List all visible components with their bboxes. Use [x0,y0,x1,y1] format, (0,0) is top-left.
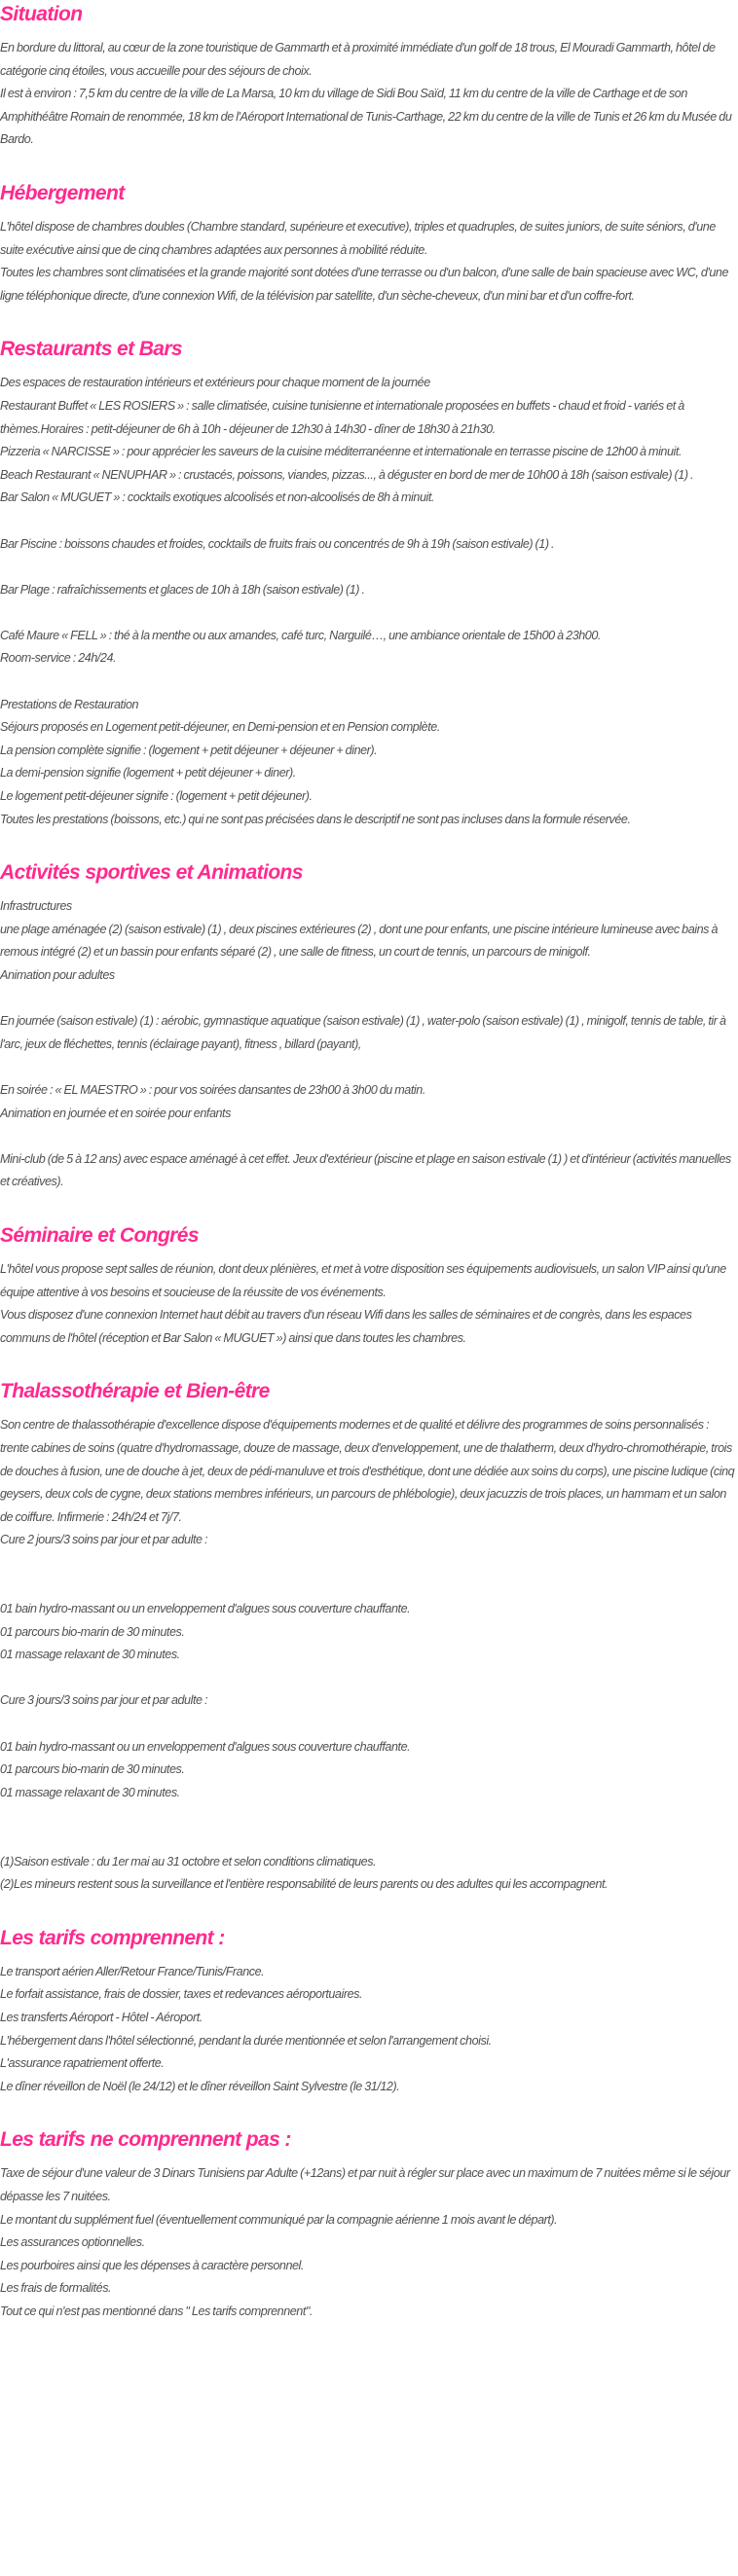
paragraph-line: Animation en journée et en soirée pour enfants [0,1106,231,1120]
section-spacer [0,1350,738,1377]
section-heading: Restaurants et Bars [0,338,183,361]
paragraph-line: Toutes les chambres sont climatisées et la grande majorité sont dotées d'une terrasse ou d'un balcon, d'une salle de bain spacieuse avec WC, d'une ligne téléphonique directe, d'une connexion Wifi, de la télévision par satellite, d'un sèche-cheveux, d'un mini bar et d'un coffre-fort. [0,266,729,303]
blank-line [0,1056,738,1079]
paragraph-line: Beach Restaurant « NENUPHAR » : crustacés, poissons, viandes, pizzas..., à déguster en bord de mer de 10h00 à 18h (saison estivale) (1) . [0,467,694,482]
paragraph-line: L'assurance rapatriement offerte. [0,2056,165,2071]
section-les-tarifs-comprennent [0,1897,738,2099]
paragraph-line: En bordure du littoral, au cœur de la zone touristique de Gammarth et à proximité immédiate d'un golf de 18 trous, El Mouradi Gammarth, hôtel de catégorie cinq étoiles, vous accueille pour des séjours de choix. [0,41,716,78]
section-heading: Les tarifs ne comprennent pas : [0,2128,291,2152]
paragraph-line: L'hôtel vous propose sept salles de réunion, dont deux plénières, et met à votre disposition ses équipements audiovisuels, un salon VIP ainsi qu'une équipe attentive à vos besoins et soucieuse de la réussite de vos événements. [0,1261,726,1299]
section-heading: Les tarifs comprennent : [0,1926,225,1949]
paragraph-line: Cure 2 jours/3 soins par jour et par adulte : [0,1533,208,1547]
section-spacer [0,2098,738,2125]
section-hebergement [0,152,738,308]
section-heading: Activités sportives et Animations [0,861,303,885]
section-les-tarifs-ne-comprennent-pas [0,2098,738,2323]
paragraph-line: La demi-pension signifie (logement + petit déjeuner + diner). [0,766,296,780]
paragraph-line: Le dîner réveillon de Noël (le 24/12) et le dîner réveillon Saint Sylvestre (le 31/12). [0,2079,400,2093]
blank-line [0,1828,738,1851]
paragraph-line: Le logement petit-déjeuner signife : (logement + petit déjeuner). [0,789,313,804]
section-seminaire-et-congres [0,1194,738,1350]
blank-line [0,1575,738,1598]
blank-line [0,1125,738,1148]
section-heading: Situation [0,3,83,25]
section-spacer [0,152,738,179]
blank-line [0,1713,738,1736]
section-spacer [0,308,738,335]
heading-spacer [0,1251,738,1258]
paragraph-line: La pension complète signifie : (logement + petit déjeuner + déjeuner + diner). [0,743,378,757]
paragraph-line: Toutes les prestations (boissons, etc.) qui ne sont pas précisées dans le descriptif ne sont pas incluses dans la formule réservée. [0,812,631,826]
heading-spacer [0,888,738,895]
blank-line [0,556,738,579]
paragraph-line: Le transport aérien Aller/Retour France/Tunis/France. [0,1964,265,1978]
section-restaurants-et-bars [0,308,738,831]
paragraph-line: En journée (saison estivale) (1) : aérobic, gymnastique aquatique (saison estivale) (1) , water-polo (saison estivale) (1) , minigolf, tennis de table, tir à l'arc, jeux de fléchettes, tennis (éclairage payant), fitness , billard (payant), [0,1014,726,1051]
paragraph-line: En soirée : « EL MAESTRO » : pour vos soirées dansantes de 23h00 à 3h00 du matin. [0,1082,425,1097]
blank-line [0,1804,738,1828]
paragraph-line: Tout ce qui n'est pas mentionné dans " Les tarifs comprennent". [0,2304,313,2318]
section-spacer [0,1194,738,1221]
paragraph-line: Taxe de séjour d'une valeur de 3 Dinars Tunisiens par Adulte (+12ans) et par nuit à régler sur place avec un maximum de 7 nuitées même si le séjour dépasse les 7 nuitées. [0,2166,730,2203]
paragraph-line: 01 bain hydro-massant ou un enveloppement d'algues sous couverture chauffante. [0,1602,411,1616]
heading-spacer [0,29,738,37]
section-spacer [0,831,738,858]
paragraph-line: Il est à environ : 7,5 km du centre de la ville de La Marsa, 10 km du village de Sidi Bou Saïd, 11 km du centre de la ville de Carthage et de son Amphithéâtre Romain de renommée, 18 km de l'Aéroport International de Tunis-Carthage, 22 km du centre de la ville de Tunis et 26 km du Musée du Bardo. [0,87,732,147]
section-spacer [0,1897,738,1924]
paragraph-line: Le montant du supplément fuel (éventuellement communiqué par la compagnie aérienne 1 mois avant le départ). [0,2212,558,2227]
paragraph-line: Séjours proposés en Logement petit-déjeuner, en Demi-pension et en Pension complète. [0,720,440,735]
paragraph-line: 01 massage relaxant de 30 minutes. [0,1648,180,1662]
paragraph-line: Les transferts Aéroport - Hôtel - Aéroport. [0,2010,203,2024]
paragraph-line: Café Maure « FELL » : thé à la menthe ou aux amandes, café turc, Narguilé…, une ambiance orientale de 15h00 à 23h00. [0,628,601,642]
paragraph-line: Animation pour adultes [0,968,115,982]
paragraph-line: Restaurant Buffet « LES ROSIERS » : salle climatisée, cuisine tunisienne et internationale proposées en buffets - chaud et froid - variés et à thèmes.Horaires : petit-déjeuner de 6h à 10h - déjeuner de 12h30 à 14h30 - dîner de 18h30 à 21h30. [0,398,684,436]
heading-spacer [0,208,738,216]
section-activites-sportives-et-animations [0,831,738,1194]
blank-line [0,988,738,1011]
paragraph-line: Les pourboires ainsi que les dépenses à caractère personnel. [0,2258,304,2272]
paragraph-line: Infrastructures [0,899,72,914]
paragraph-line: Bar Piscine : boissons chaudes et froides, cocktails de fruits frais ou concentrés de 9h à 19h (saison estivale) (1) . [0,536,555,551]
paragraph-line: Mini-club (de 5 à 12 ans) avec espace aménagé à cet effet. Jeux d'extérieur (piscine et plage en saison estivale (1) ) et d'intérieur (activités manuelles et créatives). [0,1151,731,1189]
paragraph-line: une plage aménagée (2) (saison estivale) (1) , deux piscines extérieures (2) , dont une pour enfants, une piscine intérieure lumineuse avec bains à remous intégré (2) et un bassin pour enfants séparé (2) , une salle de fitness, un court de tennis, un parcours de minigolf. [0,922,719,960]
paragraph-line: Vous disposez d'une connexion Internet haut débit au travers d'un réseau Wifi dans les salles de séminaires et de congrès, dans les espaces communs de l'hôtel (réception et Bar Salon « MUGUET ») ainsi que dans toutes les chambres. [0,1308,692,1345]
paragraph-line: 01 massage relaxant de 30 minutes. [0,1785,180,1799]
heading-spacer [0,1406,738,1414]
blank-line [0,510,738,533]
section-heading: Séminaire et Congrés [0,1223,199,1247]
blank-line [0,1552,738,1576]
heading-spacer [0,364,738,372]
paragraph-line: Room-service : 24h/24. [0,651,117,666]
heading-spacer [0,1953,738,1961]
paragraph-line: Les frais de formalités. [0,2281,112,2296]
paragraph-line: Cure 3 jours/3 soins par jour et par adulte : [0,1693,208,1708]
paragraph-line: Prestations de Restauration [0,697,139,711]
paragraph-line: Bar Plage : rafraîchissements et glaces de 10h à 18h (saison estivale) (1) . [0,582,365,597]
paragraph-line: L'hébergement dans l'hôtel sélectionné, pendant la durée mentionnée et selon l'arrangement choisi. [0,2033,492,2048]
blank-line [0,1667,738,1690]
paragraph-line: 01 bain hydro-massant ou un enveloppement d'algues sous couverture chauffante. [0,1739,411,1754]
paragraph-line: Les assurances optionnelles. [0,2235,145,2250]
paragraph-line: Bar Salon « MUGUET » : cocktails exotiques alcoolisés et non-alcoolisés de 8h à minuit. [0,490,434,505]
section-heading: Hébergement [0,181,125,204]
section-thalassotherapie-et-bien-etre [0,1350,738,1896]
heading-spacer [0,2155,738,2162]
paragraph-line: (2)Les mineurs restent sous la surveillance et l'entière responsabilité de leurs parents ou des adultes qui les accompagnent. [0,1877,609,1892]
blank-line [0,601,738,625]
paragraph-line: Pizzeria « NARCISSE » : pour apprécier les saveurs de la cuisine méditerranéenne et internationale en terrasse piscine de 12h00 à minuit. [0,445,682,459]
section-heading: Thalassothérapie et Bien-être [0,1380,270,1403]
paragraph-line: 01 parcours bio-marin de 30 minutes. [0,1762,185,1777]
blank-line [0,671,738,694]
paragraph-line: (1)Saison estivale : du 1er mai au 31 octobre et selon conditions climatiques. [0,1854,377,1869]
section-situation [0,0,738,152]
paragraph-line: L'hôtel dispose de chambres doubles (Chambre standard, supérieure et executive), triples et quadruples, de suites juniors, de suite séniors, d'une suite exécutive ainsi que de cinq chambres adaptées aux personnes à mobilité réduite. [0,219,716,257]
paragraph-line: Le forfait assistance, frais de dossier, taxes et redevances aéroportuaires. [0,1987,363,2002]
paragraph-line: Son centre de thalassothérapie d'excellence dispose d'équipements modernes et de qualité et délivre des programmes de soins personnalisés : trente cabines de soins (quatre d'hydromassage, douze de massage, deux d'enveloppement, une de thalatherm, deux d'hydro-chromothérapie, trois de douches à fusion, une de douche à jet, deux de pédi-manuluve et trois d'esthétique, dont une dédiée aux soins du corps), une piscine ludique (cinq geysers, deux cols de cygne, deux stations membres inférieurs, un parcours de phlébologie), deux jacuzzis de trois places, un hammam et un salon de coiffure. Infirmerie : 24h/24 et 7j/7. [0,1418,735,1524]
paragraph-line: 01 parcours bio-marin de 30 minutes. [0,1624,185,1639]
paragraph-line: Des espaces de restauration intérieurs et extérieurs pour chaque moment de la journée [0,376,430,390]
